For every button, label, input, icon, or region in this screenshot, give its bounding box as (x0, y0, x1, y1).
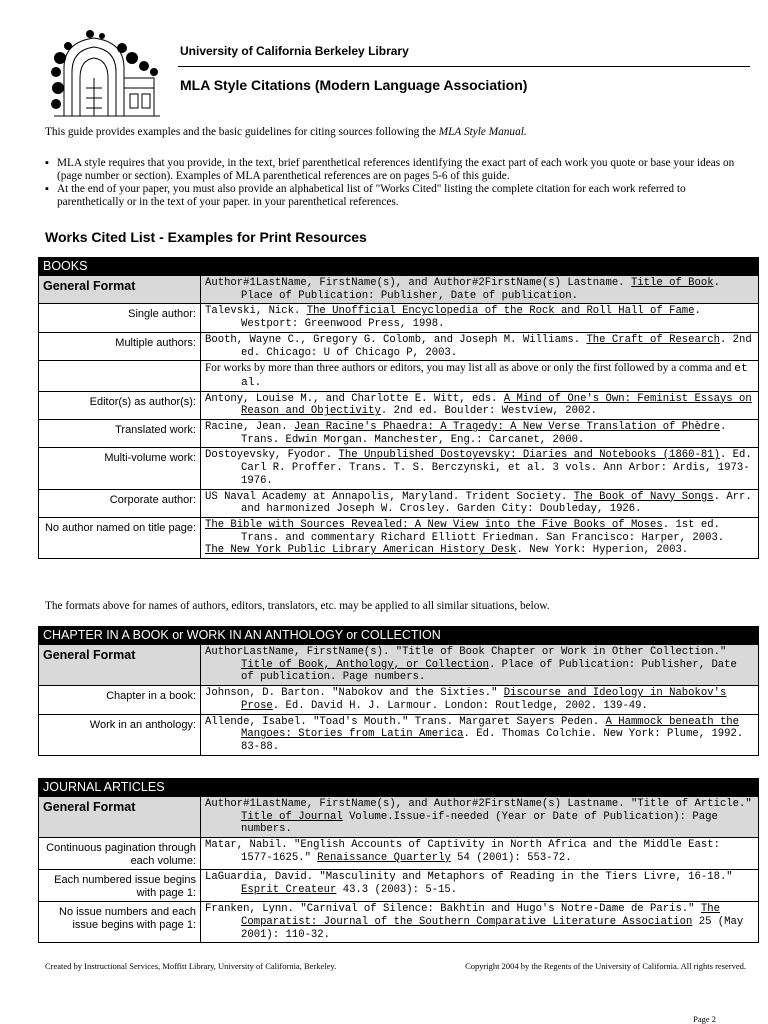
citation-text: . Arr. and harmonized Joseph W. Crosley. Garden City: Doubleday, 1926. (241, 490, 752, 516)
chapter-table (38, 626, 759, 756)
citation-label: Single author: (39, 304, 201, 332)
citation-text: Author#1LastName, FirstName(s), and Author#2FirstName(s) Lastname. "Title of Article." (205, 798, 752, 810)
citation-cell (201, 420, 759, 448)
citation-entry (205, 903, 754, 941)
page-number: Page 2 (693, 1014, 716, 1024)
citation-entry (205, 871, 754, 896)
citation-text: Dostoyevsky, Fyodor. (205, 449, 339, 462)
citation-entry (205, 362, 754, 389)
general-format-citation (201, 797, 759, 838)
citation-title: Title of Journal (241, 810, 343, 823)
citation-text: 54 (2001): 553-72. (450, 851, 572, 864)
intro-bullet: ▪ MLA style requires that you provide, in the text, brief parenthetical references identifying the exact part of each work you quote or base your ideas on (page number or section). Examples of MLA parenthetical references are on pages 5-6 of this guide. (45, 157, 755, 183)
general-format-citation (201, 276, 759, 304)
section-header: CHAPTER IN A BOOK or WORK IN AN ANTHOLOGY or COLLECTION (39, 627, 759, 645)
books-table (38, 257, 759, 559)
citation-entry (205, 277, 754, 302)
general-format-label: General Format (39, 276, 201, 304)
intro-bullet: ▪ At the end of your paper, you must also provide an alphabetical list of "Works Cited" listing the complete citation for each work referred to parenthetically or in the text of your paper. in your parenthetical references. (45, 183, 755, 209)
citation-title: The Comparatist: Journal of the Southern Comparative Literature Association (241, 903, 720, 928)
citation-title: The Bible with Sources Revealed: A New View into the Five Books of Moses (205, 518, 663, 531)
citation-title: Title of Book, Anthology, or Collection (241, 658, 489, 671)
citation-label: Corporate author: (39, 489, 201, 517)
citation-title: Discourse and Ideology in Nabokov's Prose (241, 687, 727, 712)
citation-title: The Unofficial Encyclopedia of the Rock and Roll Hall of Fame (306, 305, 695, 318)
citation-text: . Ed. Carl R. Proffer. Trans. T. S. Berczynski, et al. 3 vols. Ann Arbor: Ardis, 1973-1976. (241, 449, 752, 487)
citation-row (39, 686, 759, 714)
citation-entry (205, 687, 754, 712)
footer-copyright: Copyright 2004 by the Regents of the University of California. All rights reserved. (465, 961, 746, 971)
citation-entry (205, 305, 754, 330)
citation-entry (205, 519, 754, 544)
citation-text: Racine, Jean. (205, 421, 295, 434)
citation-text: LaGuardia, David. "Masculinity and Metaphors of Reading in the Tiers Livre, 16-18." (205, 871, 733, 884)
citation-label: Multi-volume work: (39, 448, 201, 489)
citation-text: For works by more than three authors or editors, you may list all as above or only the first followed by a comma and (205, 362, 735, 375)
citation-row (39, 391, 759, 419)
intro-bullets (45, 157, 755, 209)
citation-cell (201, 838, 759, 870)
citation-text: Allende, Isabel. "Toad's Mouth." Trans. Margaret Sayers Peden. (205, 715, 606, 728)
footer-credit: Created by Instructional Services, Moffitt Library, University of California, Berkeley. (45, 961, 337, 971)
citation-label: No issue numbers and each issue begins with page 1: (39, 902, 201, 943)
citation-text: Antony, Louise M., and Charlotte E. Witt, eds. (205, 392, 504, 405)
section-header-row (39, 258, 759, 276)
citation-text: Matar, Nabil. "English Accounts of Captivity in North Africa and the Middle East: 1577-1625." (205, 839, 720, 864)
formats-note: The formats above for names of authors, editors, translators, etc. may be applied to all similar situations, below. (45, 600, 550, 612)
intro (45, 126, 755, 209)
general-format-citation (201, 645, 759, 686)
citation-row (39, 420, 759, 448)
citation-text: et al. (241, 363, 748, 389)
citation-row (39, 489, 759, 517)
general-format-label: General Format (39, 645, 201, 686)
section-heading: Works Cited List - Examples for Print Resources (45, 229, 367, 245)
citation-entry (205, 449, 754, 487)
citation-cell (201, 391, 759, 419)
citation-text: Booth, Wayne C., Gregory G. Colomb, and Joseph M. Williams. (205, 333, 587, 346)
citation-text: Volume.Issue-if-needed (Year or Date of Publication): Page numbers. (241, 810, 718, 836)
citation-row (39, 870, 759, 902)
citation-entry (205, 716, 754, 754)
citation-text: . Place of Publication: Publisher, Date of publication. (241, 277, 720, 302)
library-building-logo (50, 28, 162, 120)
citation-text: . 1st ed. Trans. and commentary Richard Elliott Friedman. San Francisco: Harper, 2003. (241, 518, 725, 544)
citation-cell (201, 686, 759, 714)
citation-entry (205, 393, 754, 418)
citation-title: The New York Public Library American History Desk (205, 544, 517, 557)
citation-text: . 2nd ed. Boulder: Westview, 2002. (380, 405, 598, 418)
citation-cell (201, 517, 759, 558)
citation-entry (205, 646, 754, 684)
citation-text: 25 (May 2001): 110-32. (241, 915, 744, 941)
citation-row (39, 714, 759, 755)
section-header-row (39, 627, 759, 645)
citation-text: . Ed. Thomas Colchie. New York: Plume, 1992. 83-88. (241, 728, 744, 753)
citation-text: . Trans. Edwin Morgan. Manchester, Eng.: Carcanet, 2000. (241, 421, 727, 446)
citation-cell (201, 361, 759, 391)
general-format-row (39, 797, 759, 838)
citation-text: Talevski, Nick. (205, 305, 307, 318)
citation-row (39, 517, 759, 558)
citation-title: A Mind of One's Own: Feminist Essays on Reason and Objectivity (241, 392, 752, 418)
section-header: BOOKS (39, 258, 759, 276)
citation-row (39, 902, 759, 943)
citation-row (39, 304, 759, 332)
citation-entry (205, 421, 754, 446)
citation-title: Esprit Createur (241, 883, 337, 896)
citation-cell (201, 448, 759, 489)
citation-text: 43.3 (2003): 5-15. (336, 883, 458, 896)
citation-text: . Westport: Greenwood Press, 1998. (241, 305, 701, 331)
citation-cell (201, 714, 759, 755)
org-name: University of California Berkeley Library (180, 44, 409, 58)
citation-title: The Book of Navy Songs (573, 490, 714, 503)
section-header: JOURNAL ARTICLES (39, 779, 759, 797)
citation-label: Chapter in a book: (39, 686, 201, 714)
citation-cell (201, 870, 759, 902)
citation-text: . 2nd ed. Chicago: U of Chicago P, 2003. (241, 333, 752, 359)
citation-cell (201, 489, 759, 517)
journal-table (38, 778, 759, 943)
citation-text: Author#1LastName, FirstName(s), and Author#2FirstName(s) Lastname. (205, 277, 631, 289)
header-rule (178, 66, 750, 67)
citation-entry (205, 491, 754, 516)
citation-title: Title of Book (630, 277, 714, 289)
citation-title: The Craft of Research (586, 333, 720, 346)
citation-cell (201, 332, 759, 360)
citation-row (39, 448, 759, 489)
citation-cell (201, 902, 759, 943)
citation-label: No author named on title page: (39, 517, 201, 558)
citation-text: . New York: Hyperion, 2003. (516, 544, 689, 557)
citation-entry (205, 798, 754, 836)
citation-text: US Naval Academy at Annapolis, Maryland. Trident Society. (205, 490, 574, 503)
citation-label: Continuous pagination through each volume: (39, 838, 201, 870)
general-format-label: General Format (39, 797, 201, 838)
document-title: MLA Style Citations (Modern Language Association) (180, 77, 528, 93)
citation-title: Jean Racine's Phaedra: A Tragedy: A New Verse Translation of Phèdre (294, 421, 720, 434)
citation-label: Translated work: (39, 420, 201, 448)
citation-row (39, 361, 759, 391)
citation-text: Franken, Lynn. "Carnival of Silence: Bakhtin and Hugo's Notre-Dame de Paris." (205, 903, 701, 916)
citation-label: Multiple authors: (39, 332, 201, 360)
citation-label: Work in an anthology: (39, 714, 201, 755)
citation-label (39, 361, 201, 391)
section-header-row (39, 779, 759, 797)
citation-entry (205, 839, 754, 864)
intro-lead: This guide provides examples and the basic guidelines for citing sources following the MLA Style Manual. (45, 126, 527, 138)
citation-row (39, 838, 759, 870)
citation-title: A Hammock beneath the Mangoes: Stories from Latin America (241, 715, 740, 741)
citation-label: Editor(s) as author(s): (39, 391, 201, 419)
citation-cell (201, 304, 759, 332)
citation-text: AuthorLastName, FirstName(s). "Title of Book Chapter or Work in Other Collection." (205, 646, 727, 658)
citation-label: Each numbered issue begins with page 1: (39, 870, 201, 902)
citation-text: Johnson, D. Barton. "Nabokov and the Sixties." (205, 687, 504, 700)
citation-entry (205, 334, 754, 359)
citation-title: The Unpublished Dostoyevsky: Diaries and Notebooks (1860-81) (338, 449, 720, 462)
citation-title: Renaissance Quarterly (317, 851, 451, 864)
citation-text: . Ed. David H. J. Larmour. London: Routledge, 2002. 139-49. (272, 699, 648, 712)
citation-text: . Place of Publication: Publisher, Date of publication. Page numbers. (241, 658, 737, 684)
citation-entry (205, 544, 754, 557)
general-format-row (39, 276, 759, 304)
citation-row (39, 332, 759, 360)
general-format-row (39, 645, 759, 686)
intro-lead-italic: MLA Style Manual. (438, 126, 527, 138)
